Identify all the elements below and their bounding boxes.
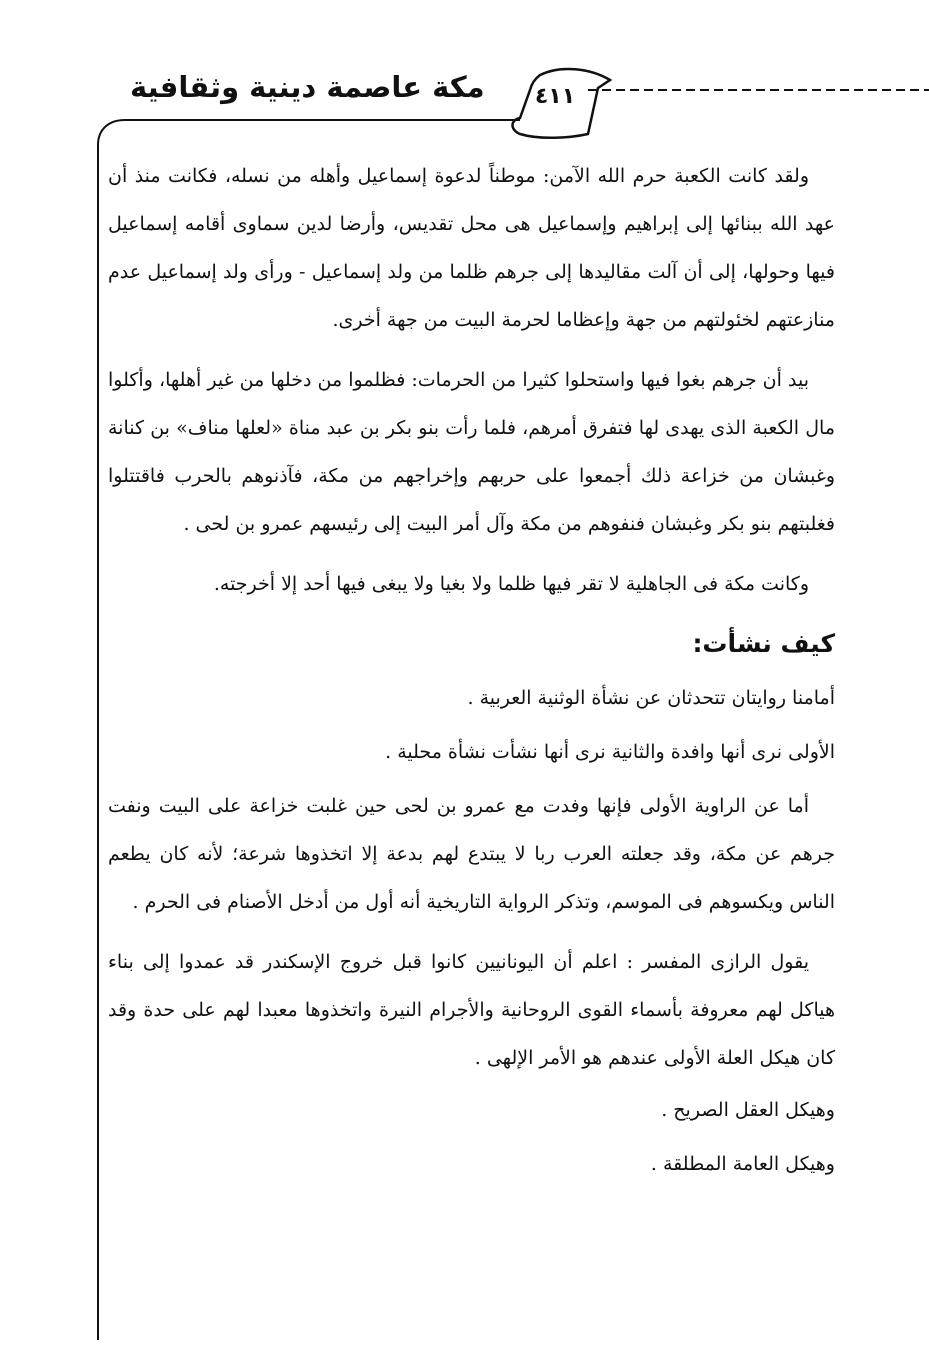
section-paragraph-1: أما عن الراوية الأولى فإنها وفدت مع عمرو بن لحى حين غلبت خزاعة على البيت ونفت جرهم عن مكة، وقد جعلته العرب ربا لا يبتدع لهم بدعة إلا اتخذوها شرعة؛ لأنه كان يطعم الناس ويكسوهم فى الموسم، وتذكر الرواية التاريخية أنه أول من أدخل الأصنام فى الحرم . xyxy=(108,795,835,913)
section-line-3: وهيكل العقل الصريح . xyxy=(661,1099,835,1121)
page-number: ٤١١ xyxy=(534,84,576,109)
page-body xyxy=(108,152,835,1194)
section-paragraph-2: يقول الرازى المفسر : اعلم أن اليونانيين كانوا قبل خروج الإسكندر قد عمدوا إلى بناء هياكل لهم معروفة بأسماء القوى الروحانية والأجرام النيرة واتخذوها معبدا لهم على حدة وقد كان هيكل العلة الأولى عندهم هو الأمر الإلهى . xyxy=(108,951,835,1069)
section-heading: كيف نشأت: xyxy=(692,629,835,658)
paragraph-3: وكانت مكة فى الجاهلية لا تقر فيها ظلما ولا بغيا ولا يبغى فيها أحد إلا أخرجته. xyxy=(213,573,809,595)
section-line-2: الأولى نرى أنها وافدة والثانية نرى أنها نشأت نشأة محلية . xyxy=(385,741,835,763)
section-line-1: أمامنا روايتان تتحدثان عن نشأة الوثنية العربية . xyxy=(467,687,835,709)
paragraph-1: ولقد كانت الكعبة حرم الله الآمن: موطناً لدعوة إسماعيل وأهله من نسله، فكانت منذ أن عهد الله ببنائها إلى إبراهيم وإسماعيل هى محل تقديس، وأرضا لدين سماوى أقامه إسماعيل فيها وحولها، إلى أن آلت مقاليدها إلى جرهم ظلما من ولد إسماعيل - ورأى ولد إسماعيل عدم منازعتهم لخئولتهم من جهة وإعظاما لحرمة البيت من جهة أخرى. xyxy=(108,165,835,331)
section-line-4: وهيكل العامة المطلقة . xyxy=(650,1153,835,1175)
paragraph-2: بيد أن جرهم بغوا فيها واستحلوا كثيرا من الحرمات: فظلموا من دخلها من غير أهلها، وأكلوا مال الكعبة الذى يهدى لها فتفرق أمرهم، فلما رأت بنو بكر بن عبد مناة «لعلها مناف» بن كنانة وغبشان من خزاعة ذلك أجمعوا على حربهم وإخراجهم من مكة، فآذنوهم بالحرب فاقتتلوا فغلبتهم بنو بكر وغبشان فنفوهم من مكة وآل أمر البيت إلى رئيسهم عمرو بن لحى . xyxy=(108,369,835,535)
page-header xyxy=(90,58,929,148)
running-title: مكة عاصمة دينية وثقافية xyxy=(130,70,485,104)
